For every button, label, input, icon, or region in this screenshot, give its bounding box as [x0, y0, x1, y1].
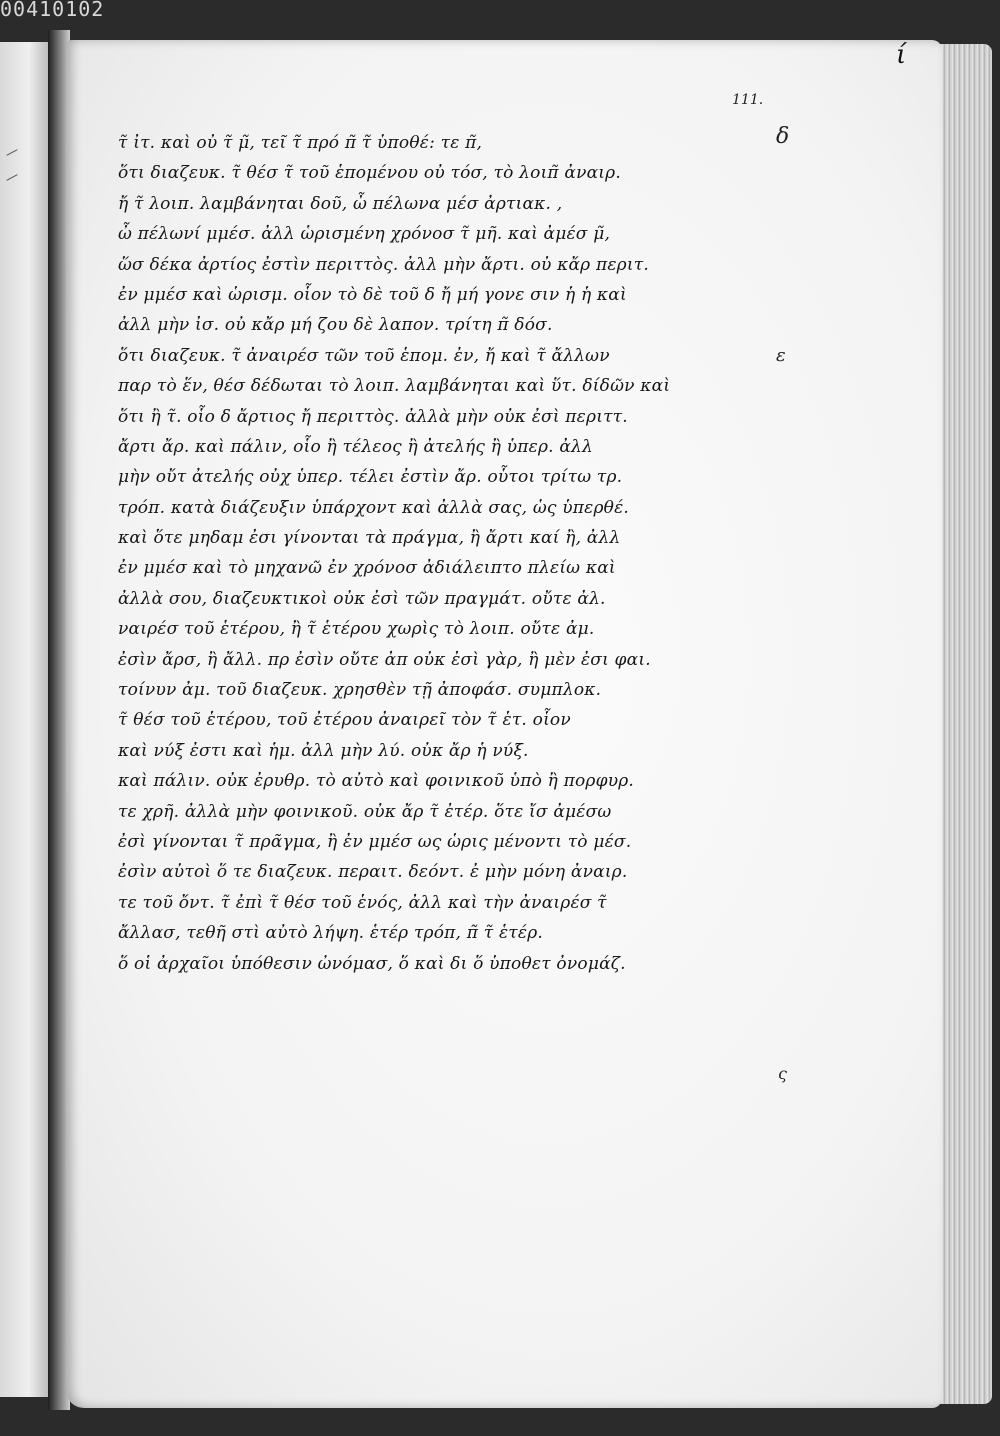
margin-tick — [6, 149, 17, 156]
text-line: ὅτι διαζευκ. τ̃ θέσ τ̃ τοῦ ἑπομένου οὐ τόσ, τὸ λοιπ̃ ἀναιρ. — [118, 163, 621, 184]
text-line: ἐσὶ γίνονται τ̃ πρᾶγμα, ἢ ἐν μμέσ ως ὡρις μένοντι τὸ μέσ. — [118, 831, 632, 852]
margin-note: δ — [776, 124, 790, 149]
text-line: παρ τὸ ἕν, θέσ δέδωται τὸ λοιπ. λαμβάνηται καὶ ὕτ. δίδῶν καὶ — [118, 376, 671, 397]
text-line: ὦ πέλωνί μμέσ. ἀλλ ὡρισμένη χρόνοσ τ̃ μῆ. καὶ ἀμέσ μ̃, — [118, 224, 611, 245]
folio-number: 111. — [732, 92, 764, 108]
text-line: καὶ ὅτε μηδαμ ἐσι γίνονται τὰ πράγμα, ἢ ἄρτι καί ἢ, ἀλλ — [118, 528, 621, 549]
text-line: ἀλλὰ σου, διαζευκτικοὶ οὐκ ἐσὶ τῶν πραγμάτ. οὔτε ἀλ. — [118, 588, 606, 609]
text-line: τρόπ. κατὰ διάζευξιν ὑπάρχοντ καὶ ἀλλὰ σας, ὡς ὑπερθέ. — [118, 497, 630, 518]
text-line: τοίνυν ἀμ. τοῦ διαζευκ. χρησθὲν τῇ ἀποφάσ. συμπλοκ. — [118, 680, 602, 701]
text-line: ὅ οἱ ἀρχαῖοι ὑπόθεσιν ὠνόμασ, ὅ καὶ δι ὅ ὑποθετ ὀνομάζ. — [118, 953, 626, 974]
text-line: μὴν οὔτ ἀτελής οὐχ ὑπερ. τέλει ἐστὶν ἄρ. οὗτοι τρίτω τρ. — [118, 467, 623, 488]
left-page-edge — [0, 42, 50, 1397]
text-line: ἄρτι ἄρ. καὶ πάλιν, οἷο ἢ τέλεος ἢ ἀτελής ἢ ὑπερ. ἀλλ — [118, 436, 594, 457]
text-line: ὅτι ἢ τ̃. οἷο δ ἄρτιος ἤ περιττὸς. ἀλλὰ μὴν οὐκ ἐσὶ περιττ. — [118, 406, 628, 427]
top-mark: ί — [896, 40, 907, 70]
text-line: τ̃ ἰτ. καὶ οὐ τ̃ μ̃, τεῖ τ̃ πρό π̃ τ̃ ὑποθέ: τε π̃, — [118, 133, 483, 153]
margin-note: ς — [778, 1064, 787, 1083]
text-line: καὶ πάλιν. οὐκ ἐρυθρ. τὸ αὐτὸ καὶ φοινικοῦ ὑπὸ ἢ πορφυρ. — [118, 771, 635, 792]
text-line: ἀλλ μὴν ἰσ. οὐ κἄρ μή ζου δὲ λαπον. τρίτη π̃ δόσ. — [118, 315, 553, 336]
scan-identifier: 00410102 — [0, 0, 105, 20]
margin-note: ε — [776, 345, 786, 366]
text-line: ἤ τ̃ λοιπ. λαμβάνηται δοῦ, ὦ πέλωνα μέσ ἀρτιακ. , — [118, 193, 563, 214]
margin-tick — [6, 174, 17, 181]
text-line: καὶ νύξ ἐστι καὶ ἡμ. ἀλλ μὴν λύ. οὐκ ἄρ ἡ νύξ. — [118, 740, 529, 761]
text-line: τε τοῦ ὄντ. τ̃ ἐπὶ τ̃ θέσ τοῦ ἑνός, ἀλλ καὶ τὴν ἀναιρέσ τ̃ — [118, 892, 607, 913]
text-line: τ̃ θέσ τοῦ ἑτέρου, τοῦ ἐτέρου ἀναιρεῖ τὸν τ̃ ἑτ. οἷον — [118, 710, 571, 731]
text-line: ὥσ δέκα ἀρτίος ἐστὶν περιττὸς. ἀλλ μὴν ἄρτι. οὐ κἄρ περιτ. — [118, 254, 649, 275]
text-line: ὅτι διαζευκ. τ̃ ἀναιρέσ τῶν τοῦ ἑπομ. ἐν, ἤ καὶ τ̃ ἄλλων — [118, 345, 610, 366]
page-edges — [936, 44, 992, 1404]
text-line: ἐσὶν αὐτοὶ ὅ τε διαζευκ. περαιτ. δεόντ. ἐ μὴν μόνη ἀναιρ. — [118, 862, 628, 883]
text-line: ναιρέσ τοῦ ἑτέρου, ἢ τ̃ ἑτέρου χωρὶς τὸ λοιπ. οὔτε ἀμ. — [118, 619, 595, 640]
text-line: ἄλλασ, τεθῆ στὶ αὐτὸ λήψη. ἑτέρ τρόπ, π̃ τ̃ ἑτέρ. — [118, 923, 543, 944]
text-line: ἐν μμέσ καὶ ὡρισμ. οἷον τὸ δὲ τοῦ δ ἤ μή γονε σιν ἡ ἡ καὶ — [118, 284, 627, 305]
manuscript-text — [118, 128, 752, 979]
text-line: ἐσὶν ἄρσ, ἢ ἄλλ. πρ ἐσὶν οὔτε ἀπ οὐκ ἐσὶ γὰρ, ἢ μὲν ἐσι φαι. — [118, 649, 651, 670]
text-line: ἐν μμέσ καὶ τὸ μηχανῶ ἐν χρόνοσ ἀδιάλειπτο πλείω καὶ — [118, 558, 616, 579]
text-line: τε χρῆ. ἀλλὰ μὴν φοινικοῦ. οὐκ ἄρ τ̃ ἐτέρ. ὅτε ἴσ ἀμέσω — [118, 801, 612, 822]
